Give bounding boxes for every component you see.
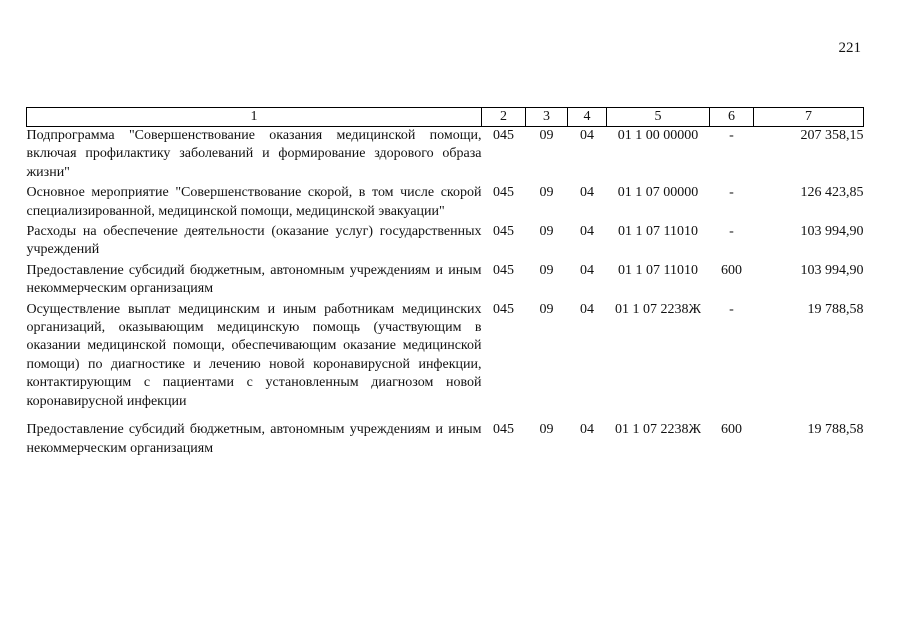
row-section-code: 09 (539, 224, 554, 240)
row-subsection-code: 04 (580, 128, 594, 143)
row-section-code: 09 (539, 128, 554, 143)
row-amount: 19 788,58 (807, 301, 864, 317)
table-row (27, 262, 864, 301)
row-expense-type: 600 (721, 422, 742, 438)
row-subsection-code: 04 (580, 224, 594, 240)
table-row (27, 301, 864, 413)
table-row (27, 413, 864, 460)
row-name: Предоставление субсидий бюджетным, автономным учреждениям и иным некоммерческим организациям (26, 262, 482, 297)
row-expense-type: - (729, 224, 734, 240)
table-row (27, 184, 864, 223)
budget-table (26, 107, 864, 460)
row-target-code: 01 1 07 11010 (618, 262, 698, 278)
table-row (27, 127, 864, 185)
header-row (27, 108, 864, 127)
row-name: Осуществление выплат медицинским и иным работникам медицинских организаций, оказывающим медицинскую помощь (участвующим в оказании медицинской помощи, обеспечивающим оказание медицинской помощи) по диагностике и лечению новой коронавирусной инфекции, контактирующим с пациентами с установленным диагнозом новой коронавирусной инфекции (26, 301, 482, 409)
column-header: 6 (710, 108, 754, 127)
row-target-code: 01 1 07 2238Ж (614, 422, 702, 438)
row-subsection-code: 04 (580, 262, 594, 278)
row-ministry-code: 045 (493, 128, 514, 143)
row-target-code: 01 1 07 2238Ж (614, 301, 702, 317)
row-ministry-code: 045 (493, 224, 514, 240)
row-target-code: 01 1 07 11010 (618, 224, 698, 240)
row-amount: 126 423,85 (800, 185, 864, 201)
row-name: Предоставление субсидий бюджетным, автономным учреждениям и иным некоммерческим организациям (26, 422, 482, 456)
row-amount: 207 358,15 (800, 128, 864, 143)
row-section-code: 09 (539, 185, 554, 201)
row-ministry-code: 045 (493, 422, 514, 438)
row-target-code: 01 1 00 00000 (617, 128, 699, 143)
table-row (27, 223, 864, 262)
row-subsection-code: 04 (580, 422, 594, 438)
row-ministry-code: 045 (493, 185, 514, 201)
row-name: Основное мероприятие "Совершенствование скорой, в том числе скорой специализированной, медицинской помощи, медицинской эвакуации" (26, 185, 482, 219)
column-header: 2 (482, 108, 526, 127)
row-expense-type: - (729, 185, 734, 201)
row-section-code: 09 (539, 262, 554, 278)
column-header: 7 (754, 108, 864, 127)
column-header: 3 (526, 108, 568, 127)
row-amount: 103 994,90 (800, 224, 864, 240)
row-ministry-code: 045 (493, 262, 514, 278)
row-name: Подпрограмма "Совершенствование оказания медицинской помощи, включая профилактику заболеваний и формирование здорового образа жизни" (26, 128, 482, 180)
column-header: 5 (607, 108, 710, 127)
column-header: 1 (27, 108, 482, 127)
row-amount: 19 788,58 (807, 422, 864, 438)
row-subsection-code: 04 (580, 301, 594, 317)
row-target-code: 01 1 07 00000 (617, 185, 699, 201)
row-amount: 103 994,90 (800, 262, 864, 278)
row-ministry-code: 045 (493, 301, 514, 317)
page-number: 221 (838, 40, 861, 56)
row-expense-type: - (729, 301, 734, 317)
row-expense-type: 600 (721, 262, 742, 278)
column-header: 4 (568, 108, 607, 127)
row-expense-type: - (729, 128, 734, 143)
row-name: Расходы на обеспечение деятельности (оказание услуг) государственных учреждений (26, 224, 482, 258)
row-section-code: 09 (539, 422, 554, 438)
row-section-code: 09 (539, 301, 554, 317)
row-subsection-code: 04 (580, 185, 594, 201)
